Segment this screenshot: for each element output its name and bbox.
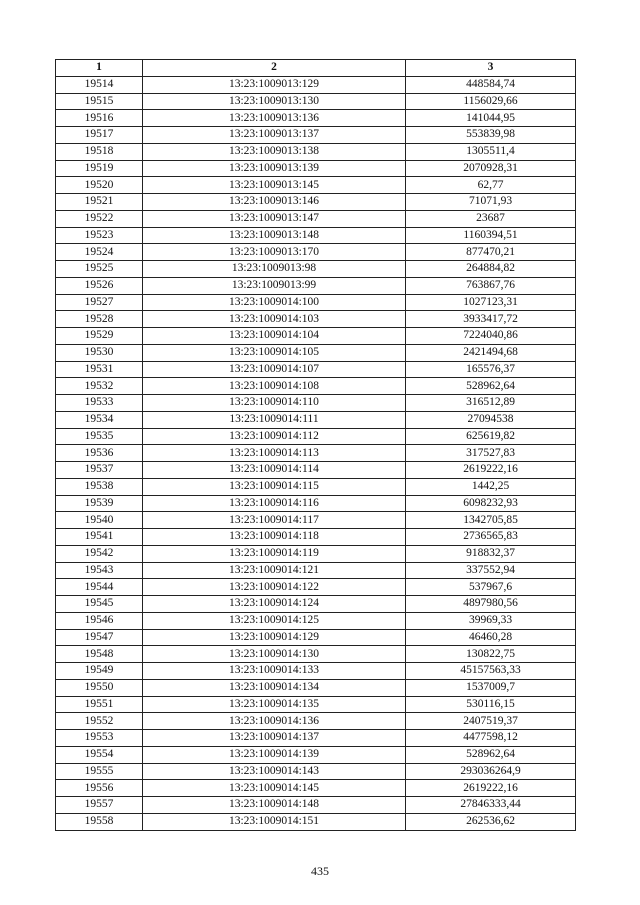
value-cell: 553839,98 <box>406 127 576 144</box>
value-cell: 1160394,51 <box>406 227 576 244</box>
table-row <box>56 428 576 445</box>
table-row <box>56 110 576 127</box>
table-row <box>56 730 576 747</box>
row-number-cell: 19520 <box>56 177 143 194</box>
value-cell: 1156029,66 <box>406 93 576 110</box>
cadastral-number-cell: 13:23:1009013:170 <box>143 244 406 261</box>
column-header-3: 3 <box>406 60 576 77</box>
row-number-cell: 19515 <box>56 93 143 110</box>
table-row <box>56 177 576 194</box>
cadastral-number-cell: 13:23:1009014:110 <box>143 395 406 412</box>
value-cell: 1342705,85 <box>406 512 576 529</box>
cadastral-number-cell: 13:23:1009014:139 <box>143 746 406 763</box>
table-row <box>56 294 576 311</box>
value-cell: 130822,75 <box>406 646 576 663</box>
cadastral-number-cell: 13:23:1009014:143 <box>143 763 406 780</box>
value-cell: 2070928,31 <box>406 160 576 177</box>
row-number-cell: 19533 <box>56 395 143 412</box>
row-number-cell: 19545 <box>56 596 143 613</box>
value-cell: 141044,95 <box>406 110 576 127</box>
value-cell: 71071,93 <box>406 194 576 211</box>
value-cell: 528962,64 <box>406 378 576 395</box>
cadastral-number-cell: 13:23:1009014:114 <box>143 462 406 479</box>
row-number-cell: 19536 <box>56 445 143 462</box>
table-row <box>56 596 576 613</box>
value-cell: 1027123,31 <box>406 294 576 311</box>
table-row <box>56 227 576 244</box>
value-cell: 337552,94 <box>406 562 576 579</box>
table-row <box>56 696 576 713</box>
cadastral-number-cell: 13:23:1009014:148 <box>143 797 406 814</box>
table-row <box>56 763 576 780</box>
table-row <box>56 529 576 546</box>
table-row <box>56 411 576 428</box>
table-row <box>56 93 576 110</box>
value-cell: 264884,82 <box>406 261 576 278</box>
page-number: 435 <box>311 864 329 878</box>
value-cell: 2736565,83 <box>406 529 576 546</box>
value-cell: 23687 <box>406 210 576 227</box>
value-cell: 46460,28 <box>406 629 576 646</box>
value-cell: 3933417,72 <box>406 311 576 328</box>
table-row <box>56 679 576 696</box>
row-number-cell: 19553 <box>56 730 143 747</box>
cadastral-number-cell: 13:23:1009014:122 <box>143 579 406 596</box>
table-row <box>56 797 576 814</box>
cadastral-number-cell: 13:23:1009013:136 <box>143 110 406 127</box>
table-row <box>56 478 576 495</box>
row-number-cell: 19554 <box>56 746 143 763</box>
cadastral-number-cell: 13:23:1009014:104 <box>143 328 406 345</box>
cadastral-number-cell: 13:23:1009013:145 <box>143 177 406 194</box>
cadastral-number-cell: 13:23:1009014:133 <box>143 663 406 680</box>
cadastral-number-cell: 13:23:1009013:147 <box>143 210 406 227</box>
row-number-cell: 19516 <box>56 110 143 127</box>
value-cell: 7224040,86 <box>406 328 576 345</box>
row-number-cell: 19531 <box>56 361 143 378</box>
cadastral-number-cell: 13:23:1009013:148 <box>143 227 406 244</box>
value-cell: 293036264,9 <box>406 763 576 780</box>
table-row <box>56 210 576 227</box>
cadastral-number-cell: 13:23:1009013:130 <box>143 93 406 110</box>
value-cell: 530116,15 <box>406 696 576 713</box>
cadastral-number-cell: 13:23:1009014:119 <box>143 545 406 562</box>
row-number-cell: 19542 <box>56 545 143 562</box>
cadastral-number-cell: 13:23:1009014:105 <box>143 344 406 361</box>
cadastral-number-cell: 13:23:1009014:111 <box>143 411 406 428</box>
cadastral-number-cell: 13:23:1009013:138 <box>143 143 406 160</box>
table-row <box>56 261 576 278</box>
row-number-cell: 19556 <box>56 780 143 797</box>
table-row <box>56 143 576 160</box>
cadastral-number-cell: 13:23:1009014:108 <box>143 378 406 395</box>
row-number-cell: 19534 <box>56 411 143 428</box>
cadastral-number-cell: 13:23:1009014:130 <box>143 646 406 663</box>
cadastral-number-cell: 13:23:1009014:125 <box>143 612 406 629</box>
table-row <box>56 512 576 529</box>
row-number-cell: 19517 <box>56 127 143 144</box>
row-number-cell: 19540 <box>56 512 143 529</box>
value-cell: 537967,6 <box>406 579 576 596</box>
value-cell: 2421494,68 <box>406 344 576 361</box>
value-cell: 6098232,93 <box>406 495 576 512</box>
row-number-cell: 19541 <box>56 529 143 546</box>
table-row <box>56 395 576 412</box>
table-row <box>56 76 576 93</box>
value-cell: 45157563,33 <box>406 663 576 680</box>
table-row <box>56 127 576 144</box>
value-cell: 27846333,44 <box>406 797 576 814</box>
table-row <box>56 160 576 177</box>
cadastral-number-cell: 13:23:1009014:121 <box>143 562 406 579</box>
row-number-cell: 19557 <box>56 797 143 814</box>
table-row <box>56 813 576 830</box>
cadastral-number-cell: 13:23:1009014:103 <box>143 311 406 328</box>
table-row <box>56 780 576 797</box>
table-body <box>56 76 576 830</box>
row-number-cell: 19522 <box>56 210 143 227</box>
row-number-cell: 19547 <box>56 629 143 646</box>
row-number-cell: 19514 <box>56 76 143 93</box>
value-cell: 262536,62 <box>406 813 576 830</box>
cadastral-number-cell: 13:23:1009014:135 <box>143 696 406 713</box>
cadastral-number-cell: 13:23:1009014:116 <box>143 495 406 512</box>
header-row <box>56 60 576 77</box>
row-number-cell: 19552 <box>56 713 143 730</box>
row-number-cell: 19546 <box>56 612 143 629</box>
value-cell: 2407519,37 <box>406 713 576 730</box>
cadastral-number-cell: 13:23:1009013:146 <box>143 194 406 211</box>
row-number-cell: 19551 <box>56 696 143 713</box>
row-number-cell: 19521 <box>56 194 143 211</box>
table-row <box>56 361 576 378</box>
value-cell: 1442,25 <box>406 478 576 495</box>
table-row <box>56 663 576 680</box>
cadastral-number-cell: 13:23:1009014:115 <box>143 478 406 495</box>
value-cell: 2619222,16 <box>406 780 576 797</box>
table-header <box>56 60 576 77</box>
value-cell: 2619222,16 <box>406 462 576 479</box>
table-row <box>56 495 576 512</box>
value-cell: 1305511,4 <box>406 143 576 160</box>
row-number-cell: 19538 <box>56 478 143 495</box>
table-row <box>56 579 576 596</box>
row-number-cell: 19550 <box>56 679 143 696</box>
row-number-cell: 19519 <box>56 160 143 177</box>
value-cell: 317527,83 <box>406 445 576 462</box>
table-row <box>56 562 576 579</box>
table-row <box>56 629 576 646</box>
row-number-cell: 19530 <box>56 344 143 361</box>
table-row <box>56 646 576 663</box>
cadastral-number-cell: 13:23:1009014:124 <box>143 596 406 613</box>
row-number-cell: 19535 <box>56 428 143 445</box>
row-number-cell: 19525 <box>56 261 143 278</box>
value-cell: 316512,89 <box>406 395 576 412</box>
cadastral-number-cell: 13:23:1009014:100 <box>143 294 406 311</box>
cadastral-number-cell: 13:23:1009014:112 <box>143 428 406 445</box>
table-row <box>56 328 576 345</box>
cadastral-number-cell: 13:23:1009013:139 <box>143 160 406 177</box>
table-row <box>56 277 576 294</box>
column-header-2: 2 <box>143 60 406 77</box>
cadastral-number-cell: 13:23:1009014:107 <box>143 361 406 378</box>
value-cell: 448584,74 <box>406 76 576 93</box>
value-cell: 528962,64 <box>406 746 576 763</box>
value-cell: 27094538 <box>406 411 576 428</box>
cadastral-number-cell: 13:23:1009013:137 <box>143 127 406 144</box>
cadastral-number-cell: 13:23:1009014:145 <box>143 780 406 797</box>
row-number-cell: 19537 <box>56 462 143 479</box>
row-number-cell: 19555 <box>56 763 143 780</box>
table-row <box>56 713 576 730</box>
table-row <box>56 378 576 395</box>
column-header-1: 1 <box>56 60 143 77</box>
row-number-cell: 19544 <box>56 579 143 596</box>
row-number-cell: 19524 <box>56 244 143 261</box>
cadastral-number-cell: 13:23:1009014:137 <box>143 730 406 747</box>
row-number-cell: 19523 <box>56 227 143 244</box>
cadastral-number-cell: 13:23:1009014:151 <box>143 813 406 830</box>
row-number-cell: 19543 <box>56 562 143 579</box>
row-number-cell: 19548 <box>56 646 143 663</box>
row-number-cell: 19532 <box>56 378 143 395</box>
value-cell: 1537009,7 <box>406 679 576 696</box>
table-row <box>56 746 576 763</box>
row-number-cell: 19518 <box>56 143 143 160</box>
table-row <box>56 462 576 479</box>
cadastral-number-cell: 13:23:1009014:113 <box>143 445 406 462</box>
table-row <box>56 545 576 562</box>
value-cell: 4477598,12 <box>406 730 576 747</box>
cadastral-number-cell: 13:23:1009014:136 <box>143 713 406 730</box>
table-row <box>56 445 576 462</box>
table-row <box>56 612 576 629</box>
row-number-cell: 19526 <box>56 277 143 294</box>
table-row <box>56 244 576 261</box>
table-row <box>56 311 576 328</box>
row-number-cell: 19528 <box>56 311 143 328</box>
cadastral-value-table <box>55 59 576 831</box>
table-row <box>56 194 576 211</box>
cadastral-number-cell: 13:23:1009013:98 <box>143 261 406 278</box>
row-number-cell: 19539 <box>56 495 143 512</box>
row-number-cell: 19549 <box>56 663 143 680</box>
cadastral-number-cell: 13:23:1009014:129 <box>143 629 406 646</box>
value-cell: 763867,76 <box>406 277 576 294</box>
value-cell: 39969,33 <box>406 612 576 629</box>
cadastral-number-cell: 13:23:1009013:99 <box>143 277 406 294</box>
value-cell: 877470,21 <box>406 244 576 261</box>
value-cell: 918832,37 <box>406 545 576 562</box>
row-number-cell: 19529 <box>56 328 143 345</box>
value-cell: 62,77 <box>406 177 576 194</box>
table-row <box>56 344 576 361</box>
cadastral-number-cell: 13:23:1009014:117 <box>143 512 406 529</box>
row-number-cell: 19558 <box>56 813 143 830</box>
value-cell: 625619,82 <box>406 428 576 445</box>
value-cell: 165576,37 <box>406 361 576 378</box>
cadastral-number-cell: 13:23:1009013:129 <box>143 76 406 93</box>
cadastral-number-cell: 13:23:1009014:118 <box>143 529 406 546</box>
cadastral-number-cell: 13:23:1009014:134 <box>143 679 406 696</box>
row-number-cell: 19527 <box>56 294 143 311</box>
value-cell: 4897980,56 <box>406 596 576 613</box>
